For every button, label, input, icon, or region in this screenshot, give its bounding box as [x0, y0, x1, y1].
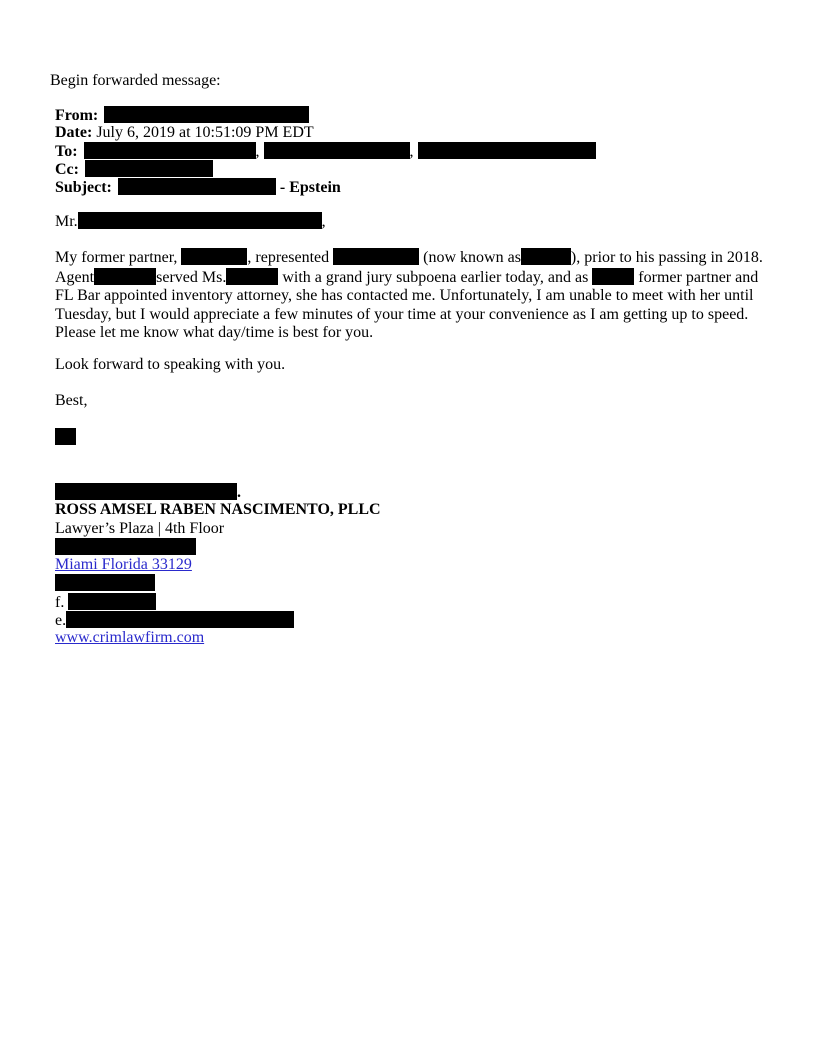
redaction — [226, 268, 278, 285]
redaction — [333, 248, 419, 265]
cc-label: Cc: — [55, 161, 79, 178]
redaction — [85, 160, 213, 177]
from-label: From: — [55, 107, 99, 124]
cc-row — [55, 160, 596, 178]
redaction — [78, 212, 322, 229]
redaction — [592, 268, 634, 285]
to-row — [55, 142, 596, 160]
redaction — [264, 142, 410, 159]
subject-row — [55, 178, 596, 196]
signature-block — [55, 483, 381, 648]
forward-intro: Begin forwarded message: — [50, 72, 221, 89]
email-row — [55, 611, 381, 629]
redaction — [521, 248, 571, 265]
fax-label: f. — [55, 593, 65, 611]
redaction — [66, 611, 294, 628]
date-row — [55, 124, 596, 142]
body-text: with a grand jury subpoena earlier today, and as — [282, 268, 589, 286]
greeting-prefix: Mr. — [55, 213, 78, 230]
address-line: Lawyer’s Plaza | 4th Floor — [55, 519, 225, 537]
date-value: July 6, 2019 at 10:51:09 PM EDT — [96, 124, 314, 141]
from-row — [55, 106, 596, 124]
redaction — [55, 483, 237, 500]
fax-row — [55, 593, 381, 611]
closing-line: Look forward to speaking with you. — [55, 356, 286, 373]
street-row — [55, 538, 381, 556]
subject-suffix: - Epstein — [279, 179, 341, 196]
city-link[interactable]: Miami Florida 33129 — [55, 556, 192, 574]
body-text: former partner and FL Bar appointed inventory attorney, she has contacted me. Unfortunately, I am unable to meet with her until Tuesday, but I would appreciate a few minutes of your time at your convenience as I am getting up to speed. Please let me know what day/time is best for you. — [55, 268, 759, 341]
city-row — [55, 556, 381, 574]
redaction — [68, 593, 156, 610]
website-row — [55, 629, 381, 647]
redaction — [84, 142, 256, 159]
website-link[interactable]: www.crimlawfirm.com — [55, 629, 205, 647]
redaction — [94, 268, 156, 285]
redaction — [55, 574, 155, 591]
redaction — [181, 248, 247, 265]
email-label: e. — [55, 612, 67, 630]
signoff: Best, — [55, 392, 88, 409]
body-text: ), prior to his passing in 2018. Agent — [55, 249, 763, 286]
date-label: Date: — [55, 124, 93, 141]
recipient-separator: , — [409, 143, 414, 160]
firm-name: ROSS AMSEL RABEN NASCIMENTO, PLLC — [55, 501, 381, 519]
name-suffix: . — [237, 484, 241, 501]
subject-label: Subject: — [55, 179, 112, 196]
to-label: To: — [55, 143, 78, 160]
email-header — [55, 106, 596, 196]
body-text: (now known as — [423, 249, 521, 266]
body-text: My former partner, — [55, 249, 178, 266]
phone-row — [55, 574, 381, 592]
recipient-separator: , — [255, 143, 260, 160]
body-text: , represented — [247, 249, 330, 266]
redaction — [55, 538, 196, 555]
greeting-suffix: , — [321, 213, 326, 230]
redaction — [418, 142, 596, 159]
message-body — [55, 248, 765, 343]
redaction — [55, 428, 76, 445]
greeting — [55, 212, 326, 231]
signature-name-row — [55, 483, 381, 501]
redaction — [118, 178, 276, 195]
body-text: served Ms. — [156, 268, 227, 286]
redaction — [104, 106, 309, 123]
